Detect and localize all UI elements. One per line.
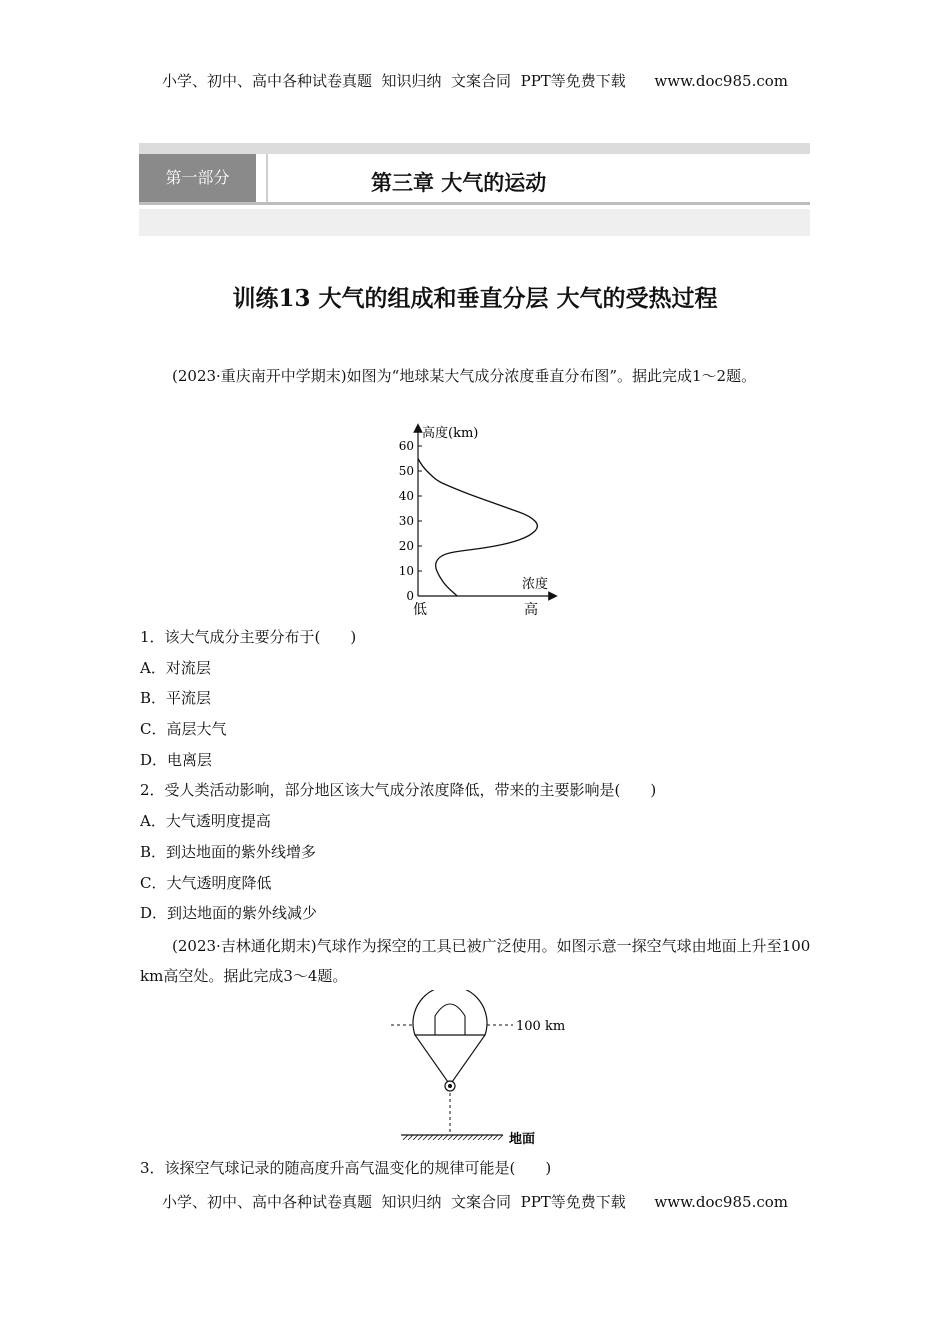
- q1-option-c: C．高层大气: [140, 720, 227, 738]
- ground-hatch: [433, 1135, 438, 1140]
- ground-hatch: [478, 1135, 483, 1140]
- ground-hatch: [483, 1135, 488, 1140]
- y-tick-label: 40: [398, 489, 414, 503]
- page-header: 小学、初中、高中各种试卷真题 知识归纳 文案合同 PPT等免费下载 www.doc985.com: [161, 72, 788, 90]
- balloon-canopy: [413, 990, 487, 1035]
- ground-hatch: [498, 1135, 503, 1140]
- question-2-stem: 2．受人类活动影响，部分地区该大气成分浓度降低，带来的主要影响是( ): [140, 781, 657, 799]
- ground-hatch: [428, 1135, 433, 1140]
- ground-hatch: [408, 1135, 413, 1140]
- x-high-label: 高: [524, 602, 538, 618]
- y-tick-label: 30: [398, 514, 414, 528]
- ground-hatch: [493, 1135, 498, 1140]
- ground-hatch: [453, 1135, 458, 1140]
- y-tick-label: 20: [398, 539, 414, 553]
- page-title: 训练13 大气的组成和垂直分层 大气的受热过程: [232, 285, 718, 312]
- q2-option-a: A．大气透明度提高: [140, 812, 271, 830]
- ground-hatch: [448, 1135, 453, 1140]
- intro-paragraph-1: (2023·重庆南开中学期末)如图为“地球某大气成分浓度垂直分布图”。据此完成1～2题。: [172, 367, 757, 385]
- concentration-chart: [390, 420, 570, 620]
- ground-hatch: [468, 1135, 473, 1140]
- ground-hatch: [403, 1135, 408, 1140]
- chapter-title: 第三章 大气的运动: [371, 170, 547, 195]
- altitude-label: 100 km: [516, 1019, 566, 1034]
- intro-paragraph-2: (2023·吉林通化期末)气球作为探空的工具已被广泛使用。如图示意一探空气球由地面上升至100 km高空处。据此完成3～4题。: [140, 937, 811, 985]
- q2-option-c: C．大气透明度降低: [140, 874, 272, 892]
- concentration-curve: [418, 459, 537, 597]
- ground-hatch: [413, 1135, 418, 1140]
- ground-label: 地面: [509, 1132, 536, 1147]
- ground-hatch: [463, 1135, 468, 1140]
- q2-option-b: B．到达地面的紫外线增多: [140, 843, 317, 861]
- y-tick-label: 60: [398, 439, 414, 453]
- part-label: 第一部分: [139, 154, 256, 202]
- q2-option-d: D．到达地面的紫外线减少: [140, 904, 318, 922]
- chapter-banner: [139, 143, 810, 236]
- question-1-stem: 1．该大气成分主要分布于( ): [140, 628, 357, 646]
- y-axis-label: 高度(km): [422, 426, 479, 441]
- x-axis-label: 浓度: [522, 577, 549, 592]
- ground-hatch: [438, 1135, 443, 1140]
- y-tick-label: 50: [398, 464, 414, 478]
- ground-hatch: [443, 1135, 448, 1140]
- q1-option-a: A．对流层: [140, 659, 211, 677]
- balloon-figure: [385, 990, 585, 1150]
- ground-hatch: [418, 1135, 423, 1140]
- question-3-stem: 3．该探空气球记录的随高度升高气温变化的规律可能是( ): [140, 1159, 552, 1177]
- x-low-label: 低: [413, 602, 427, 618]
- ground-hatch: [458, 1135, 463, 1140]
- y-tick-label: 10: [398, 564, 414, 578]
- q1-option-d: D．电离层: [140, 751, 213, 769]
- ground-hatch: [423, 1135, 428, 1140]
- page-footer: 小学、初中、高中各种试卷真题 知识归纳 文案合同 PPT等免费下载 www.doc985.com: [161, 1193, 788, 1211]
- ground-hatch: [488, 1135, 493, 1140]
- y-tick-label: 0: [406, 589, 414, 603]
- ground-hatch: [473, 1135, 478, 1140]
- q1-option-b: B．平流层: [140, 689, 212, 707]
